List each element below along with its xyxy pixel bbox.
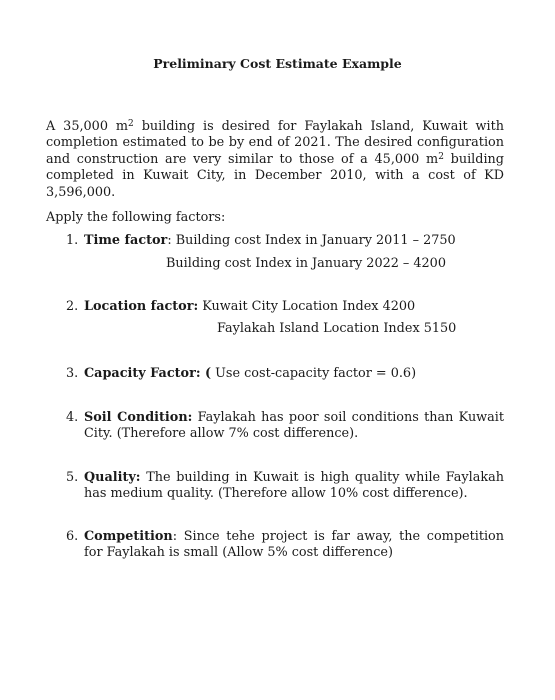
list-item-label: Capacity Factor: ( xyxy=(84,366,212,381)
superscript-2: 2 xyxy=(128,119,134,129)
document-title: Preliminary Cost Estimate Example xyxy=(153,56,402,71)
list-item-body: Faylakah has poor soil conditions than Kuwait City. (Therefore allow 7% cost difference). xyxy=(84,410,505,442)
list-number: 4. xyxy=(66,410,79,425)
list-item-body: : Since tehe project is far away, the competition for Faylakah is small (Allow 5% cost difference) xyxy=(84,529,504,561)
intro-text-part-3: building completed in Kuwait City, in December 2010, with a cost of KD 3,596,000. xyxy=(46,151,504,200)
list-item-label: Competition xyxy=(84,529,173,544)
list-number: 5. xyxy=(66,470,79,485)
list-item-text xyxy=(84,233,504,249)
list-item-label: Location factor: xyxy=(84,299,199,314)
time-factor-second-line: Building cost Index in January 2022 – 4200 xyxy=(166,256,446,271)
list-item-text xyxy=(84,529,504,562)
list-number: 1. xyxy=(66,233,79,248)
list-item-text xyxy=(84,410,504,443)
list-item-text xyxy=(84,470,504,503)
list-item-label: Quality: xyxy=(84,470,141,485)
list-number: 2. xyxy=(66,299,79,314)
intro-text-part-2: building is desired for Faylakah Island, Kuwait with completion estimated to be by end of 2021. The desired configuration and construction are very similar to those of a 45,000 m xyxy=(46,119,504,167)
apply-heading: Apply the following factors: xyxy=(46,210,226,225)
superscript-2: 2 xyxy=(438,151,444,162)
list-item-body: The building in Kuwait is high quality while Faylakah has medium quality. (Therefore allow 10% cost difference). xyxy=(84,470,504,502)
list-item-body: : Building cost Index in January 2011 – 2750 xyxy=(167,233,456,248)
list-item-body: Use cost-capacity factor = 0.6) xyxy=(211,366,417,381)
list-item-text xyxy=(84,366,504,382)
location-factor-second-line: Faylakah Island Location Index 5150 xyxy=(217,321,457,336)
intro-text-part-1: A 35,000 m xyxy=(46,119,129,134)
list-item-label: Time factor xyxy=(84,233,168,248)
intro-paragraph xyxy=(46,119,504,201)
list-item-label: Soil Condition: xyxy=(84,410,193,425)
list-number: 6. xyxy=(66,529,79,544)
list-number: 3. xyxy=(66,366,79,381)
list-item-text xyxy=(84,299,504,315)
list-item-body: Kuwait City Location Index 4200 xyxy=(198,299,416,314)
